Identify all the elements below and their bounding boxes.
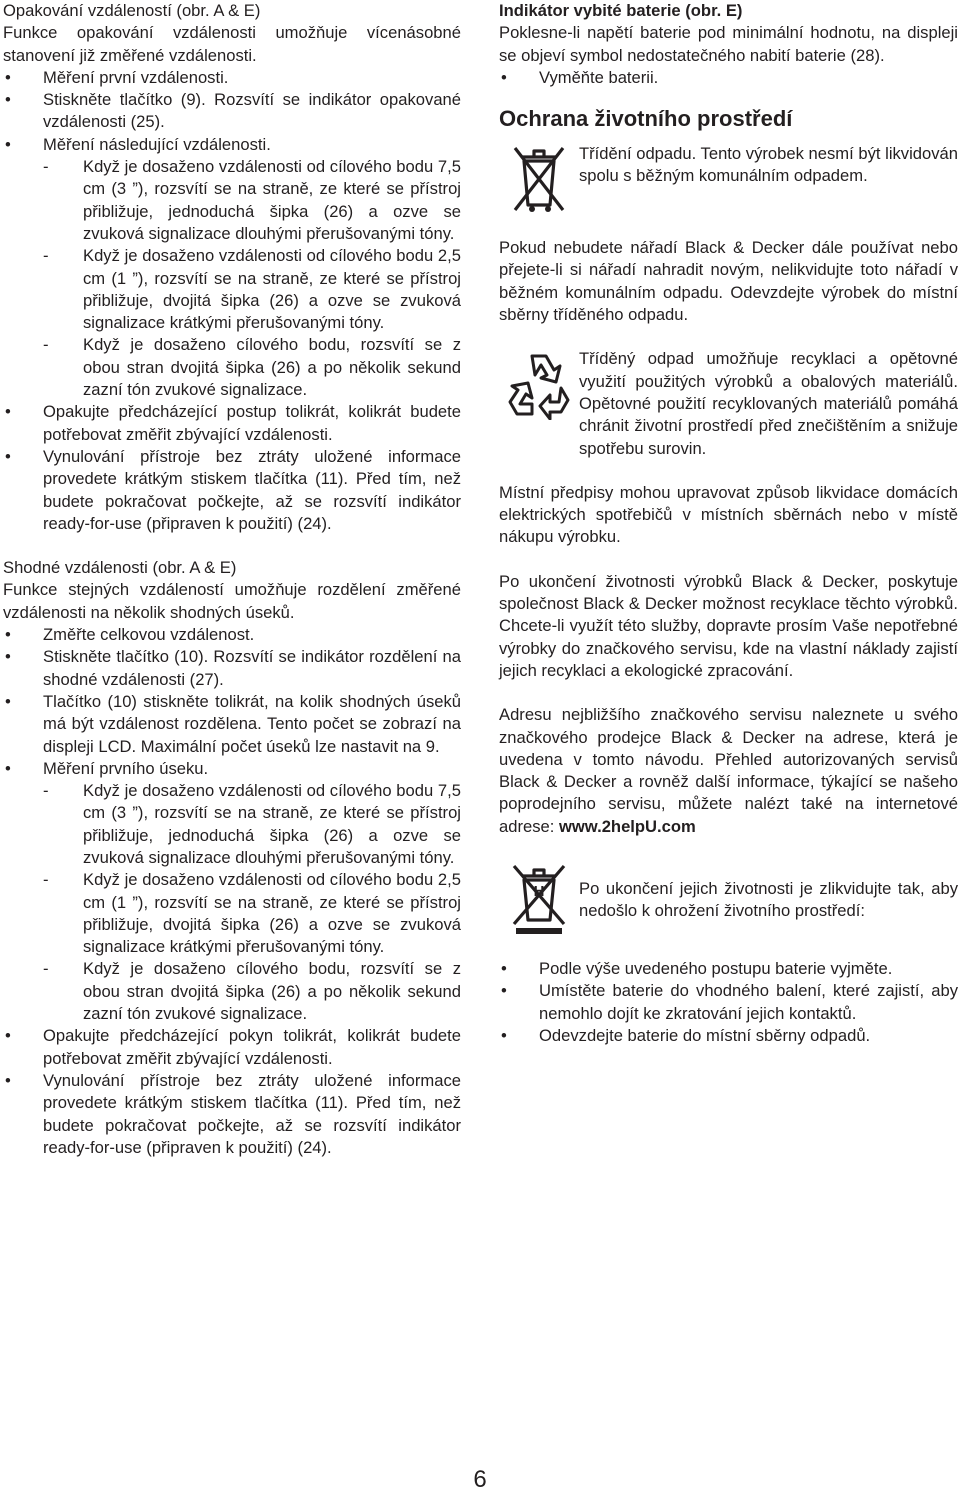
low-battery-section [499,0,958,89]
battery-steps [499,67,958,89]
battery-text: Poklesne-li napětí baterie pod minimální hodnotu, na displeji se objeví symbol nedostatečného nabití baterie (28). [499,23,958,65]
battery-title: Indikátor vybité baterie (obr. E) [499,1,743,20]
sub-item: - Když je dosaženo vzdálenosti od cílového bodu 2,5 cm (1 ”), rozsvítí se na straně, ze které se přístroj přibližuje, dvojitá šipka (26) a ozve se zvuková signalizace krátkými přerušovanými tóny. [43,869,461,958]
sub-item: - Když je dosaženo vzdálenosti od cílového bodu 7,5 cm (3 ”), rozsvítí se na straně, ze které se přístroj přibližuje, jednoduchá šipka (26) a ozve se zvuková signalizace dlouhými přerušovanými tóny. [43,156,461,245]
sub-item: - Když je dosaženo vzdálenosti od cílového bodu 2,5 cm (1 ”), rozsvítí se na straně, ze které se přístroj přibližuje, dvojitá šipka (26) a ozve se zvuková signalizace krátkými přerušovanými tóny. [43,245,461,334]
repeat-intro: Funkce opakování vzdálenosti umožňuje vícenásobné stanovení již změřené vzdálenosti. [3,23,461,65]
list-item: • Umístěte baterie do vhodného balení, které zajistí, aby nemohlo dojít ke zkratování jejich kontaktů. [499,980,958,1025]
list-item [3,134,461,402]
list-item: • Tlačítko (10) stiskněte tolikrát, na kolik shodných úseků má být vzdálenost rozdělena. Tento počet se zobrazí na displeji LCD. Maximální počet úseků lze nastavit na 9. [3,691,461,758]
environment-section [499,105,958,1047]
crossed-battery-bin-icon [499,860,579,936]
list-item: • Stiskněte tlačítko (9). Rozsvítí se indikátor opakované vzdálenosti (25). [3,89,461,134]
repeat-steps [3,67,461,535]
equal-steps [3,624,461,1159]
page-number: 6 [473,1466,487,1493]
equal-intro: Funkce stejných vzdáleností umožňuje rozdělení změřené vzdálenosti na několik shodných úseků. [3,580,461,622]
environment-p3: Po ukončení životnosti výrobků Black & Decker, poskytuje společnost Black & Decker možnost recyklace těchto výrobků. Chcete-li využít této služby, dopravte prosím Vaše nepotřebné výrobky do značkového servisu, kde na vlastní náklady zajistí jejich recyklaci a ekologické zpracování. [499,571,958,680]
environment-heading: Ochrana životního prostředí [499,106,793,132]
waste-sorting-row [499,143,958,215]
repeat-distance-section [3,0,461,535]
service-url: www.2helpU.com [558,816,696,836]
list-item: • Podle výše uvedeného postupu baterie vyjměte. [499,958,958,980]
list-item: • Vyměňte baterii. [499,67,958,89]
crossed-bin-icon [499,143,579,215]
equal-title: Shodné vzdálenosti (obr. A & E) [3,558,237,578]
list-item: • Vynulování přístroje bez ztráty uložené informace provedete krátkým stiskem tlačítka (11). Před tím, než budete pokračovat počkejte, až se rozsvítí indikátor ready-for-use (připraven k použití) (24). [3,1070,461,1159]
list-item: • Vynulování přístroje bez ztráty uložené informace provedete krátkým stiskem tlačítka (11). Před tím, než budete pokračovat počkejte, až se rozsvítí indikátor ready-for-use (připraven k použití) (24). [3,446,461,535]
battery-disposal-row [499,860,958,936]
recycling-text: Tříděný odpad umožňuje recyklaci a opětovné využití použitých výrobků a obalových materiálů. Opětovné použití recyklovaných materiálů pomáhá chránit životní prostředí před znečištěním a snižuje spotřebu surovin. [579,349,958,458]
left-column [3,0,461,1159]
list-item-text: Měření prvního úseku. [43,758,209,778]
environment-p2: Místní předpisy mohou upravovat způsob likvidace domácích elektrických spotřebičů v místních sběrnách nebo v místě nákupu výrobku. [499,482,958,547]
list-item [3,758,461,1026]
battery-disposal-steps [499,958,958,1047]
list-item: • Opakujte předcházející postup tolikrát, kolikrát budete potřebovat změřit zbývající vzdálenosti. [3,401,461,446]
list-item: • Měření první vzdálenosti. [3,67,461,89]
environment-p1: Pokud nebudete nářadí Black & Decker dále používat nebo přejete-li si nářadí nahradit novým, nelikvidujte toto nářadí v běžném komunálním odpadu. Odevzdejte výrobek do místní sběrny tříděného odpadu. [499,238,958,325]
repeat-substeps [43,156,461,401]
sub-item: - Když je dosaženo vzdálenosti od cílového bodu 7,5 cm (3 ”), rozsvítí se na straně, ze které se přístroj přibližuje, jednoduchá šipka (26) a ozve se zvuková signalizace dlouhými přerušovanými tóny. [43,780,461,869]
equal-substeps [43,780,461,1025]
battery-bin-letter: H [533,883,545,901]
equal-distance-section [3,557,461,1159]
recycle-icon [499,348,579,420]
list-item: • Změřte celkovou vzdálenost. [3,624,461,646]
repeat-title: Opakování vzdáleností (obr. A & E) [3,1,261,20]
environment-p4 [499,704,958,838]
list-item: • Stiskněte tlačítko (10). Rozsvítí se indikátor rozdělení na shodné vzdálenosti (27). [3,646,461,691]
list-item: • Odevzdejte baterie do místní sběrny odpadů. [499,1025,958,1047]
list-item-text: Měření následující vzdálenosti. [43,134,271,154]
right-column [499,0,958,1047]
battery-disposal-text: Po ukončení jejich životnosti je zlikvidujte tak, aby nedošlo k ohrožení životního prostředí: [579,879,958,921]
recycling-row [499,348,958,459]
service-text: Adresu nejbližšího značkového servisu naleznete u svého značkového prodejce Black & Decker na adrese, která je uvedena v tomto návodu. Přehled autorizovaných servisů Black & Decker a rovněž další informace, týkající se našeho poprodejního servisu, můžete nalézt také na internetové adrese: [499,705,958,836]
list-item: • Opakujte předcházející pokyn tolikrát, kolikrát budete potřebovat změřit zbývající vzdálenosti. [3,1025,461,1070]
sub-item: - Když je dosaženo cílového bodu, rozsvítí se z obou stran dvojitá šipka (26) a po několik sekund zazní tón zvukové signalizace. [43,334,461,401]
waste-sorting-text: Třídění odpadu. Tento výrobek nesmí být likvidován spolu s běžným komunálním odpadem. [579,144,958,186]
sub-item: - Když je dosaženo cílového bodu, rozsvítí se z obou stran dvojitá šipka (26) a po několik sekund zazní tón zvukové signalizace. [43,958,461,1025]
